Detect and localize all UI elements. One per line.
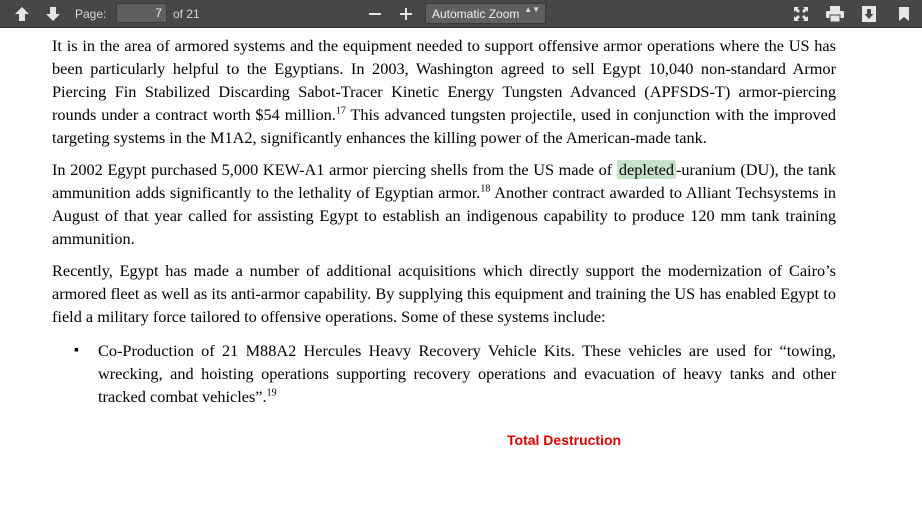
paragraph-text: In 2002 Egypt purchased 5,000 KEW-A1 armor piercing shells from the US made of xyxy=(52,160,617,179)
page-count: of 21 xyxy=(173,7,200,21)
paragraph-text: Another contract awarded to Alliant Techsystems in August of that year called for assisting Egypt to establish an indigenous capability to produce 120 mm tank training ammunition. xyxy=(52,183,837,248)
footnote-ref-18[interactable]: 18 xyxy=(480,183,491,195)
zoom-select[interactable] xyxy=(425,3,546,24)
pdf-page-text xyxy=(52,34,836,408)
bookmark-icon xyxy=(899,7,909,21)
download-icon xyxy=(862,6,876,22)
zoom-out-icon xyxy=(369,8,381,20)
list-item xyxy=(52,339,836,408)
print-icon xyxy=(826,6,844,22)
paragraph-text: It is in the area of armored systems and the equipment needed to support offensive armor operations where the US has been particularly helpful to the Egyptians. In 2003, Washington agreed to sell Egypt 10,040 non-standard Armor Piercing Fin Stabilized Discarding Sabot-Tracer Kinetic Energy Tungsten Advanced (APFSDS-T) armor-piercing rounds under a contract worth $54 million. xyxy=(52,36,836,124)
list-item-text: Co-Production of 21 M88A2 Hercules Heavy Recovery Vehicle Kits. These vehicles are used for “towing, wrecking, and hoisting operations supporting recovery operations and evacuation of heavy tanks and other tracked combat vehicles”. xyxy=(98,341,836,406)
zoom-select-value: Automatic Zoom xyxy=(432,7,520,21)
page-label: Page: xyxy=(75,7,107,21)
next-page-button[interactable] xyxy=(42,0,64,28)
page-number-input[interactable]: 7 xyxy=(116,3,167,23)
fullscreen-icon xyxy=(794,7,808,21)
paragraph-text: -uranium (DU), the tank ammunition adds significantly to the lethality of Egyptian armor. xyxy=(52,160,836,202)
arrow-down-icon xyxy=(45,6,61,22)
download-button[interactable] xyxy=(858,0,880,28)
footnote-ref-19[interactable]: 19 xyxy=(266,387,277,399)
arrow-up-icon xyxy=(14,6,30,22)
footnote-ref-17[interactable]: 17 xyxy=(335,105,346,117)
bookmark-button[interactable] xyxy=(893,0,915,28)
chevron-updown-icon: ▲▼ xyxy=(524,5,540,14)
search-highlight: depleted xyxy=(618,160,674,179)
zoom-in-icon xyxy=(400,8,412,20)
previous-page-button[interactable] xyxy=(11,0,33,28)
paragraph-kew-a1 xyxy=(52,158,836,250)
paragraph-armored-systems xyxy=(52,34,836,149)
print-button[interactable] xyxy=(824,0,846,28)
bullet-icon: ▪ xyxy=(74,343,79,358)
pdf-toolbar xyxy=(0,0,922,28)
zoom-out-button[interactable] xyxy=(365,0,385,28)
presentation-mode-button[interactable] xyxy=(790,0,812,28)
zoom-in-button[interactable] xyxy=(396,0,416,28)
overlay-red-label: Total Destruction xyxy=(507,432,622,448)
paragraph-acquisitions: Recently, Egypt has made a number of additional acquisitions which directly support the modernization of Cairo’s armored fleet as well as its anti-armor capability. By supplying this equipment and training the US has enabled Egypt to field a military force tailored to offensive operations. Some of these systems include: xyxy=(52,261,836,326)
paragraph-text: This advanced tungsten projectile, used in conjunction with the improved targeting systems in the M1A2, significantly enhances the killing power of the American-made tank. xyxy=(52,105,836,147)
